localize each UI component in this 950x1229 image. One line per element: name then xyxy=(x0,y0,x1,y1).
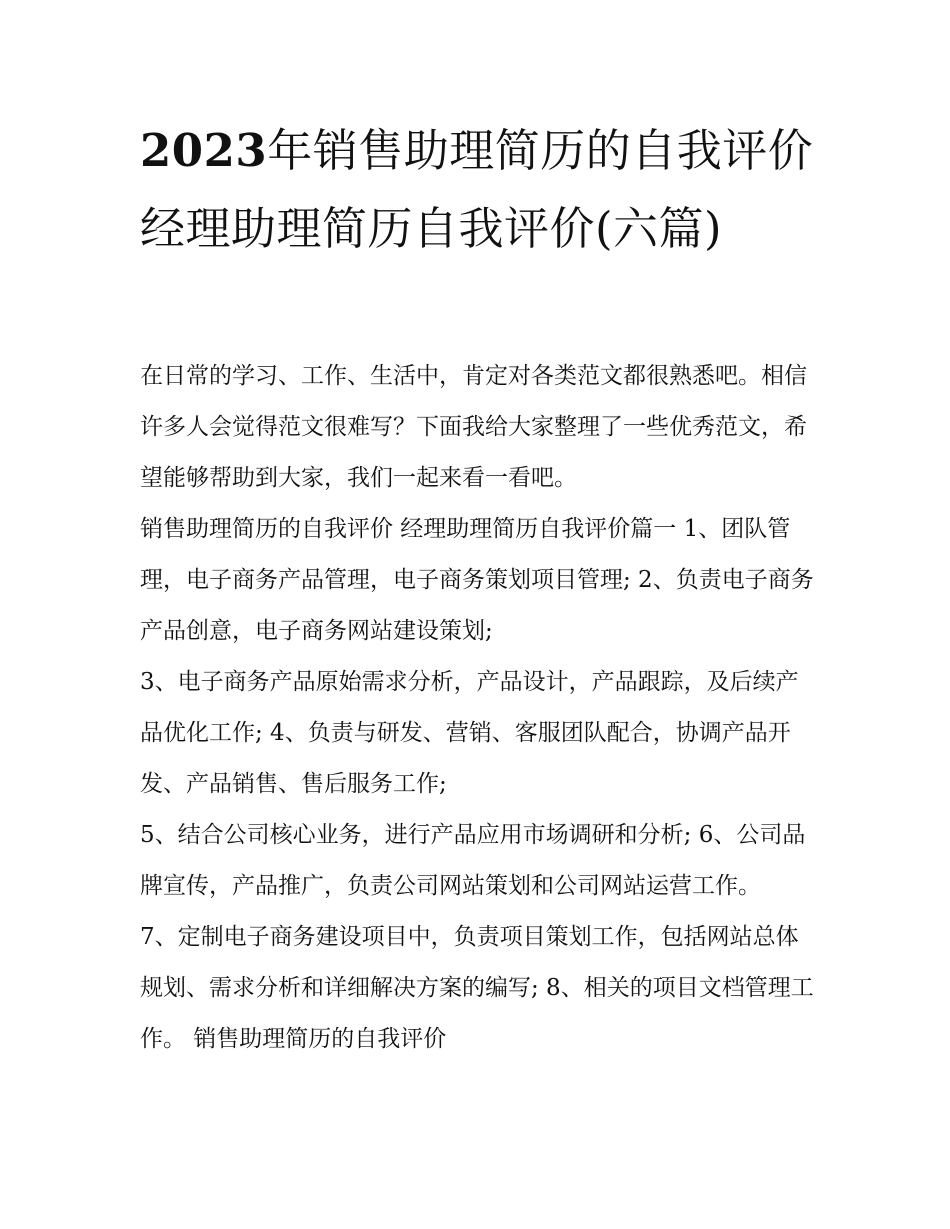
document-title xyxy=(140,112,820,268)
title-text: 年销售助理简历的自我评价 经理助理简历自我评价(六篇) xyxy=(140,124,814,255)
paragraph-1: 销售助理简历的自我评价 经理助理简历自我评价篇一 1、团队管理，电子商务产品管理，电子商务策划项目管理; 2、负责电子商务产品创意，电子商务网站建设策划; xyxy=(140,516,814,644)
paragraph-4: 7、定制电子商务建设项目中，负责项目策划工作，包括网站总体规划、需求分析和详细解决方案的编写; 8、相关的项目文档管理工作。 销售助理简历的自我评价 xyxy=(140,924,814,1052)
paragraph-intro: 在日常的学习、工作、生活中，肯定对各类范文都很熟悉吧。相信许多人会觉得范文很难写？下面我给大家整理了一些优秀范文，希望能够帮助到大家，我们一起来看一看吧。 xyxy=(140,363,807,491)
paragraph-3: 5、结合公司核心业务，进行产品应用市场调研和分析; 6、公司品牌宣传，产品推广，负责公司网站策划和公司网站运营工作。 xyxy=(140,822,806,899)
paragraph-2: 3、电子商务产品原始需求分析，产品设计，产品跟踪，及后续产品优化工作; 4、负责与研发、营销、客服团队配合，协调产品开发、产品销售、售后服务工作; xyxy=(140,669,799,797)
title-year: 2023 xyxy=(140,124,268,177)
document-body xyxy=(140,351,820,1065)
